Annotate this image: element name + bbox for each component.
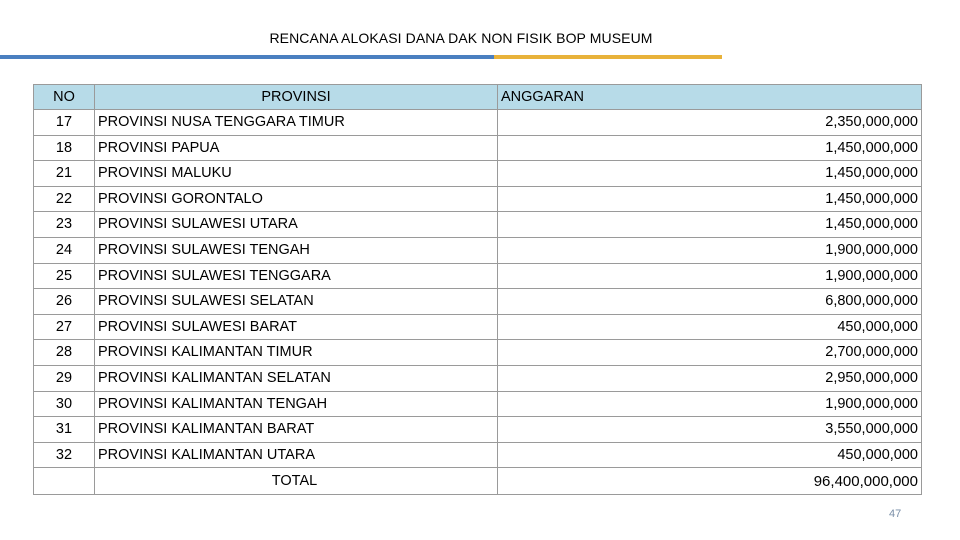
row-number: 32 bbox=[34, 442, 95, 468]
row-number: 27 bbox=[34, 314, 95, 340]
row-budget: 1,450,000,000 bbox=[498, 161, 922, 187]
row-budget: 1,900,000,000 bbox=[498, 263, 922, 289]
row-province: PROVINSI KALIMANTAN SELATAN bbox=[95, 365, 498, 391]
row-province: PROVINSI MALUKU bbox=[95, 161, 498, 187]
row-number: 31 bbox=[34, 417, 95, 443]
table-body bbox=[34, 85, 922, 495]
table-row bbox=[34, 417, 922, 443]
row-number: 21 bbox=[34, 161, 95, 187]
table-row bbox=[34, 365, 922, 391]
row-province: PROVINSI SULAWESI SELATAN bbox=[95, 289, 498, 315]
table-row bbox=[34, 442, 922, 468]
row-province: PROVINSI SULAWESI TENGAH bbox=[95, 237, 498, 263]
row-number: 26 bbox=[34, 289, 95, 315]
table-row bbox=[34, 212, 922, 238]
total-value: 96,400,000,000 bbox=[498, 468, 922, 495]
table-row bbox=[34, 289, 922, 315]
row-province: PROVINSI KALIMANTAN BARAT bbox=[95, 417, 498, 443]
row-number: 25 bbox=[34, 263, 95, 289]
row-number: 18 bbox=[34, 135, 95, 161]
table-row bbox=[34, 110, 922, 136]
row-budget: 1,450,000,000 bbox=[498, 135, 922, 161]
row-number: 28 bbox=[34, 340, 95, 366]
row-province: PROVINSI KALIMANTAN TENGAH bbox=[95, 391, 498, 417]
total-label: TOTAL bbox=[95, 468, 498, 495]
row-number: 23 bbox=[34, 212, 95, 238]
row-province: PROVINSI PAPUA bbox=[95, 135, 498, 161]
row-number: 24 bbox=[34, 237, 95, 263]
total-empty-cell bbox=[34, 468, 95, 495]
row-budget: 6,800,000,000 bbox=[498, 289, 922, 315]
row-budget: 1,450,000,000 bbox=[498, 186, 922, 212]
row-budget: 2,700,000,000 bbox=[498, 340, 922, 366]
row-province: PROVINSI SULAWESI TENGGARA bbox=[95, 263, 498, 289]
row-number: 30 bbox=[34, 391, 95, 417]
table-row bbox=[34, 391, 922, 417]
header-budget: ANGGARAN bbox=[498, 85, 922, 110]
table-row bbox=[34, 135, 922, 161]
header-no: NO bbox=[34, 85, 95, 110]
row-budget: 2,950,000,000 bbox=[498, 365, 922, 391]
row-budget: 450,000,000 bbox=[498, 442, 922, 468]
page-title: RENCANA ALOKASI DANA DAK NON FISIK BOP MUSEUM bbox=[269, 30, 653, 46]
row-number: 29 bbox=[34, 365, 95, 391]
page-number: 47 bbox=[889, 508, 902, 520]
row-budget: 2,350,000,000 bbox=[498, 110, 922, 136]
total-row bbox=[34, 468, 922, 495]
table-row bbox=[34, 161, 922, 187]
row-budget: 1,450,000,000 bbox=[498, 212, 922, 238]
table-row bbox=[34, 314, 922, 340]
row-province: PROVINSI SULAWESI UTARA bbox=[95, 212, 498, 238]
row-number: 22 bbox=[34, 186, 95, 212]
title-underline bbox=[0, 55, 722, 59]
row-province: PROVINSI NUSA TENGGARA TIMUR bbox=[95, 110, 498, 136]
row-number: 17 bbox=[34, 110, 95, 136]
table-header-row bbox=[34, 85, 922, 110]
row-province: PROVINSI GORONTALO bbox=[95, 186, 498, 212]
row-province: PROVINSI KALIMANTAN UTARA bbox=[95, 442, 498, 468]
table-row bbox=[34, 263, 922, 289]
underline-gold-segment bbox=[494, 55, 722, 59]
table-row bbox=[34, 340, 922, 366]
row-budget: 3,550,000,000 bbox=[498, 417, 922, 443]
table-row bbox=[34, 186, 922, 212]
row-budget: 1,900,000,000 bbox=[498, 391, 922, 417]
row-province: PROVINSI KALIMANTAN TIMUR bbox=[95, 340, 498, 366]
row-province: PROVINSI SULAWESI BARAT bbox=[95, 314, 498, 340]
row-budget: 1,900,000,000 bbox=[498, 237, 922, 263]
header-province: PROVINSI bbox=[95, 85, 498, 110]
budget-allocation-table bbox=[33, 84, 922, 495]
underline-blue-segment bbox=[0, 55, 494, 59]
table-row bbox=[34, 237, 922, 263]
row-budget: 450,000,000 bbox=[498, 314, 922, 340]
